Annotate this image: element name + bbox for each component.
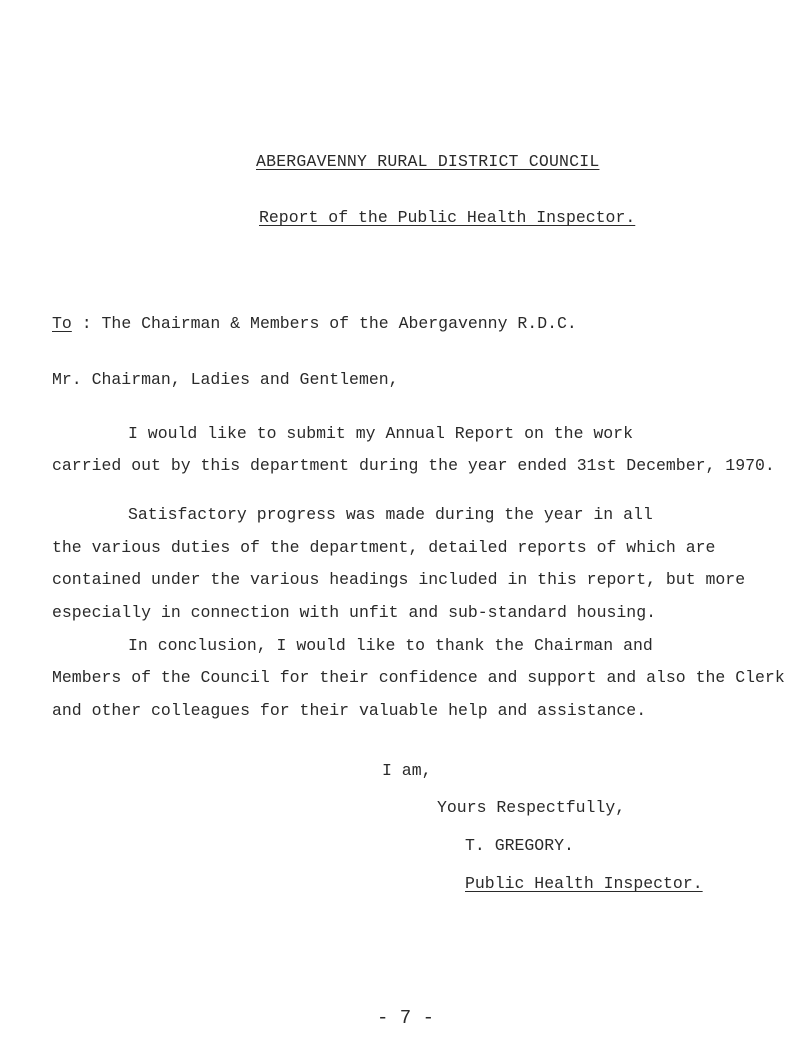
paragraph-2-line-1: Satisfactory progress was made during the year in all [128, 505, 653, 524]
signature-position: Public Health Inspector. [465, 874, 703, 893]
page-number: - 7 - [377, 1007, 435, 1029]
signature-name: T. GREGORY. [465, 836, 574, 855]
paragraph-2-line-4: especially in connection with unfit and sub-standard housing. [52, 603, 656, 622]
to-label: To [52, 314, 72, 333]
paragraph-2-line-3: contained under the various headings included in this report, but more [52, 570, 746, 589]
paragraph-3-line-3: and other colleagues for their valuable help and assistance. [52, 701, 647, 720]
paragraph-3-line-1: In conclusion, I would like to thank the Chairman and [128, 636, 653, 655]
salutation: Mr. Chairman, Ladies and Gentlemen, [52, 370, 399, 389]
addressee-text: : The Chairman & Members of the Abergavenny R.D.C. [71, 314, 577, 333]
addressee-line [52, 314, 577, 334]
paragraph-1-line-2: carried out by this department during the year ended 31st December, 1970. [52, 456, 775, 475]
paragraph-2-line-2: the various duties of the department, detailed reports of which are [52, 538, 716, 557]
paragraph-1-line-1: I would like to submit my Annual Report on the work [128, 424, 633, 443]
closing-i-am: I am, [382, 761, 432, 780]
council-title: ABERGAVENNY RURAL DISTRICT COUNCIL [256, 152, 600, 171]
report-subtitle: Report of the Public Health Inspector. [259, 208, 636, 227]
paragraph-3-line-2: Members of the Council for their confidence and support and also the Clerk [52, 668, 785, 687]
closing-yours: Yours Respectfully, [437, 798, 626, 817]
